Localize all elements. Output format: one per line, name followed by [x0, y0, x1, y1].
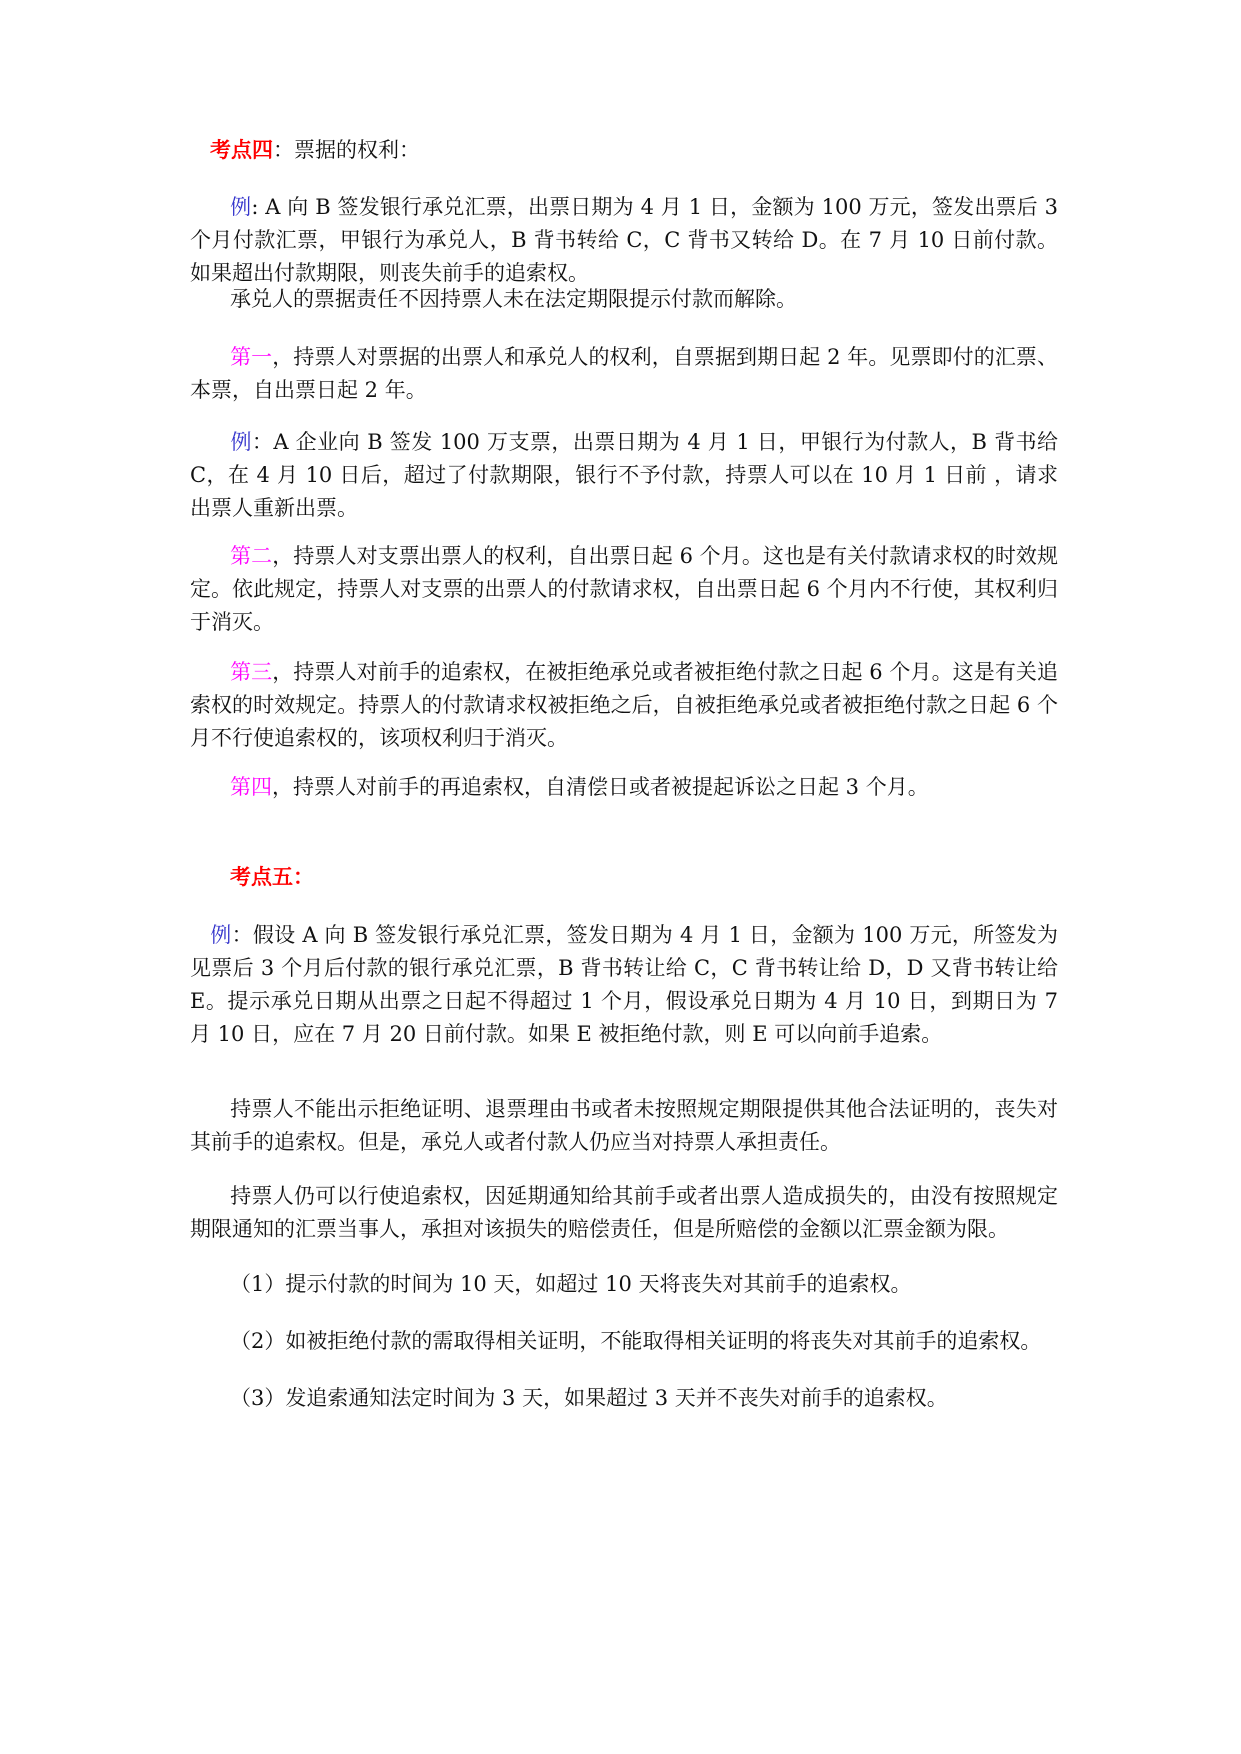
example-2-label: 例	[230, 430, 252, 454]
list-item-2-text: （2）如被拒绝付款的需取得相关证明，不能取得相关证明的将丧失对其前手的追索权。	[230, 1329, 1042, 1353]
example-1-label: 例	[230, 195, 252, 219]
third-text: ，持票人对前手的追索权，在被拒绝承兑或者被拒绝付款之日起 6 个月。这是有关追索权的时效规定。持票人的付款请求权被拒绝之后，自被拒绝承兑或者被拒绝付款之日起 6 个月不行使追索权的，该项权利归于消灭。	[190, 660, 1058, 750]
fourth-label: 第四	[230, 775, 272, 799]
acceptor-note-text: 承兑人的票据责任不因持票人未在法定期限提示付款而解除。	[230, 287, 797, 311]
second-label: 第二	[230, 544, 273, 568]
third-paragraph	[190, 656, 1058, 755]
acceptor-note-paragraph	[190, 283, 1058, 316]
list-item	[190, 1325, 1058, 1358]
fourth-text: ，持票人对前手的再追索权，自清偿日或者被提起诉讼之日起 3 个月。	[272, 775, 929, 799]
second-paragraph	[190, 540, 1058, 639]
list-item-3-text: （3）发追索通知法定时间为 3 天，如果超过 3 天并不丧失对前手的追索权。	[230, 1386, 948, 1410]
list-item-1-text: （1）提示付款的时间为 10 天，如超过 10 天将丧失对其前手的追索权。	[230, 1272, 912, 1296]
example-3-paragraph	[190, 919, 1058, 1051]
section-5-title: ：	[293, 864, 314, 889]
section-5-label: 考点五	[230, 864, 293, 889]
example-1-paragraph	[190, 191, 1058, 290]
example-3-label: 例	[210, 923, 232, 947]
third-label: 第三	[230, 660, 273, 684]
second-text: ，持票人对支票出票人的权利，自出票日起 6 个月。这也是有关付款请求权的时效规定。依此规定，持票人对支票的出票人的付款请求权，自出票日起 6 个月内不行使，其权利归于消灭。	[190, 544, 1058, 634]
notice-paragraph	[190, 1180, 1058, 1246]
certificate-paragraph	[190, 1093, 1058, 1159]
fourth-paragraph	[190, 771, 1058, 804]
first-paragraph	[190, 341, 1058, 407]
list-item	[190, 1268, 1058, 1301]
notice-text: 持票人仍可以行使追索权，因延期通知给其前手或者出票人造成损失的，由没有按照规定期限通知的汇票当事人，承担对该损失的赔偿责任，但是所赔偿的金额以汇票金额为限。	[190, 1184, 1058, 1241]
section-4-title: ：票据的权利：	[273, 138, 420, 162]
example-2-paragraph	[190, 426, 1058, 525]
example-1-text: : A 向 B 签发银行承兑汇票，出票日期为 4 月 1 日，金额为 100 万元，签发出票后 3 个月付款汇票，甲银行为承兑人，B 背书转给 C，C 背书又转给 D。在 7 月 10 日前付款。如果超出付款期限，则丧失前手的追索权。	[190, 195, 1059, 285]
first-label: 第一	[230, 345, 273, 369]
first-text: ，持票人对票据的出票人和承兑人的权利，自票据到期日起 2 年。见票即付的汇票、本票，自出票日起 2 年。	[190, 345, 1058, 402]
certificate-text: 持票人不能出示拒绝证明、退票理由书或者未按照规定期限提供其他合法证明的，丧失对其前手的追索权。但是，承兑人或者付款人仍应当对持票人承担责任。	[190, 1097, 1058, 1154]
section-4-label: 考点四	[210, 137, 273, 162]
section-5-heading	[190, 860, 1058, 894]
section-4-heading	[190, 133, 1058, 167]
list-item	[190, 1382, 1058, 1415]
example-2-text: ：A 企业向 B 签发 100 万支票，出票日期为 4 月 1 日，甲银行为付款人，B 背书给 C，在 4 月 10 日后，超过了付款期限，银行不予付款，持票人可以在 10 月 1 日前 ，请求出票人重新出票。	[190, 430, 1058, 520]
example-3-text: ：假设 A 向 B 签发银行承兑汇票，签发日期为 4 月 1 日，金额为 100 万元，所签发为见票后 3 个月后付款的银行承兑汇票，B 背书转让给 C，C 背书转让给 D，D 又背书转让给 E。提示承兑日期从出票之日起不得超过 1 个月，假设承兑日期为 4 月 10 日，到期日为 7 月 10 日，应在 7 月 20 日前付款。如果 E 被拒绝付款，则 E 可以向前手追索。	[190, 923, 1059, 1046]
